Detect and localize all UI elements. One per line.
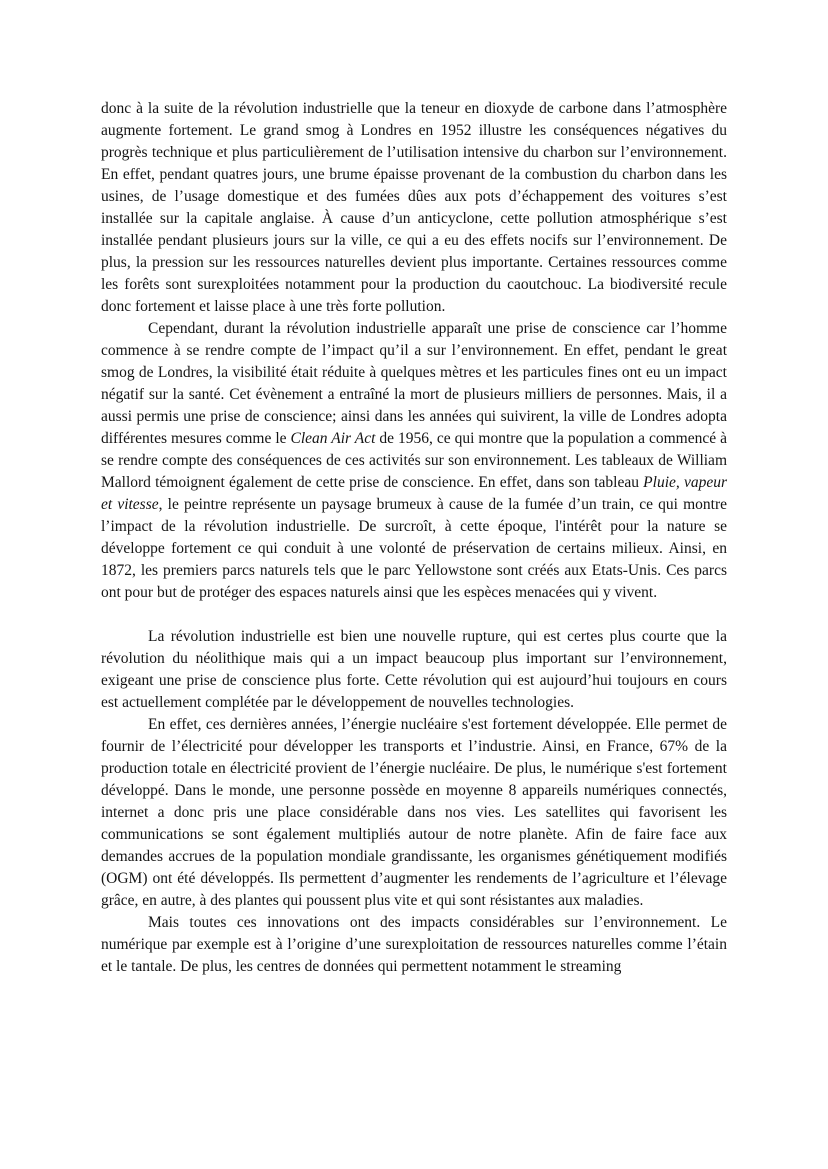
paragraph-2: [101, 318, 727, 604]
paragraph-2-text-a: Cependant, durant la révolution industrielle apparaît une prise de conscience car l’homme commence à se rendre compte de l’impact qu’il a sur l’environnement. En effet, pendant le great smog de Londres, la visibilité était réduite à quelques mètres et les particules fines ont eu un impact négatif sur la santé. Cet évènement a entraîné la mort de plusieurs milliers de personnes. Mais, il a aussi permis une prise de conscience; ainsi dans les années qui suivirent, la ville de Londres adopta différentes mesures comme le: [101, 320, 727, 447]
paragraph-2-text-c: , le peintre représente un paysage brumeux à cause de la fumée d’un train, ce qui montre l’impact de la révolution industrielle. De surcroît, à cette époque, l'intérêt pour la nature se développe fortement ce qui conduit à une volonté de préservation de certains milieux. Ainsi, en 1872, les premiers parcs naturels tels que le parc Yellowstone sont créés aux Etats-Unis. Ces parcs ont pour but de protéger des espaces naturels ainsi que les espèces menacées qui y vivent.: [101, 496, 727, 601]
paragraph-3-text: La révolution industrielle est bien une nouvelle rupture, qui est certes plus courte que la révolution du néolithique mais qui a un impact beaucoup plus important sur l’environnement, exigeant une prise de conscience plus forte. Cette révolution qui est aujourd’hui toujours en cours est actuellement complétée par le développement de nouvelles technologies.: [101, 628, 727, 711]
paragraph-1: [101, 98, 727, 318]
document-page: [101, 98, 727, 978]
paragraph-gap: [101, 604, 727, 626]
paragraph-1-text: donc à la suite de la révolution industrielle que la teneur en dioxyde de carbone dans l’atmosphère augmente fortement. Le grand smog à Londres en 1952 illustre les conséquences négatives du progrès technique et plus particulièrement de l’utilisation intensive du charbon sur l’environnement. En effet, pendant quatres jours, une brume épaisse provenant de la combustion du charbon dans les usines, de l’usage domestique et des fumées dûes aux pots d’échappement des voitures s’est installée sur la capitale anglaise. À cause d’un anticyclone, cette pollution atmosphérique s’est installée pendant plusieurs jours sur la ville, ce qui a eu des effets nocifs sur l’environnement. De plus, la pression sur les ressources naturelles devient plus importante. Certaines ressources comme les forêts sont surexploitées notamment pour la production du caoutchouc. La biodiversité recule donc fortement et laisse place à une très forte pollution.: [101, 100, 727, 315]
painting-title: Pluie, vapeur et vitesse: [101, 474, 727, 513]
clean-air-act-title: Clean Air Act: [290, 430, 376, 447]
paragraph-5: [101, 912, 727, 978]
paragraph-4: [101, 714, 727, 912]
paragraph-3: [101, 626, 727, 714]
paragraph-5-text: Mais toutes ces innovations ont des impacts considérables sur l’environnement. Le numérique par exemple est à l’origine d’une surexploitation de ressources naturelles comme l’étain et le tantale. De plus, les centres de données qui permettent notamment le streaming: [101, 914, 727, 975]
paragraph-2-text-b: de 1956, ce qui montre que la population a commencé à se rendre compte des conséquences de ces activités sur son environnement. Les tableaux de William Mallord témoignent également de cette prise de conscience. En effet, dans son tableau: [101, 430, 727, 491]
paragraph-4-text: En effet, ces dernières années, l’énergie nucléaire s'est fortement développée. Elle permet de fournir de l’électricité pour développer les transports et l’industrie. Ainsi, en France, 67% de la production totale en électricité provient de l’énergie nucléaire. De plus, le numérique s'est fortement développé. Dans le monde, une personne possède en moyenne 8 appareils numériques connectés, internet a donc pris une place considérable dans nos vies. Les satellites qui favorisent les communications se sont également multipliés autour de notre planète. Afin de faire face aux demandes accrues de la population mondiale grandissante, les organismes génétiquement modifiés (OGM) ont été développés. Ils permettent d’augmenter les rendements de l’agriculture et l’élevage grâce, en autre, à des plantes qui poussent plus vite et qui sont résistantes aux maladies.: [101, 716, 727, 909]
